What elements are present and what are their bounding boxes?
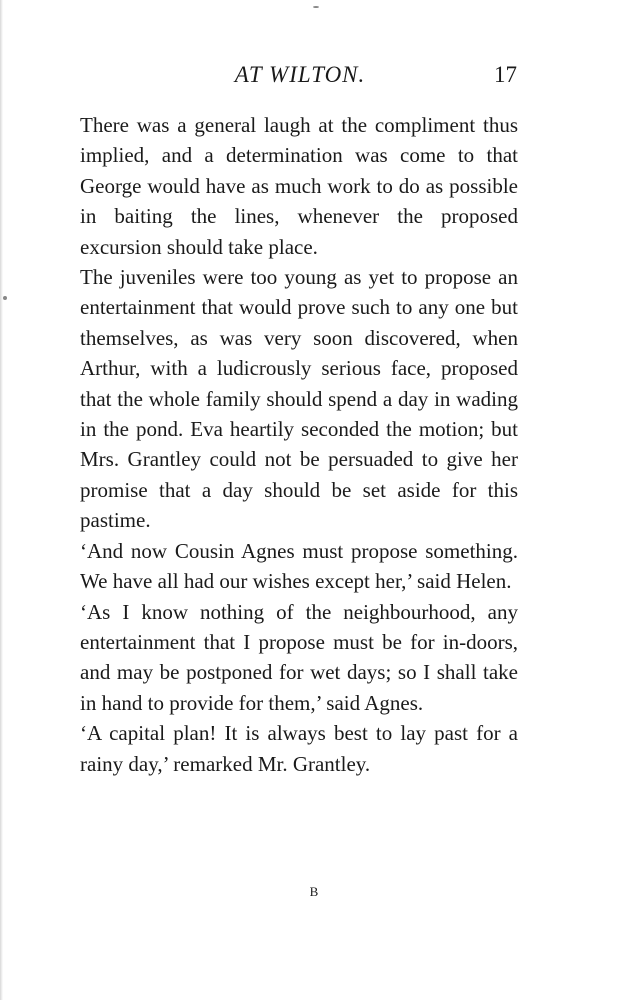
- paragraph: ‘And now Cousin Agnes must propose something. We have all had our wishes except her,’ said Helen.: [80, 538, 518, 594]
- paragraph: ‘A capital plan! It is always best to lay past for a rainy day,’ remarked Mr. Grantley.: [80, 721, 518, 776]
- paragraph: ‘As I know nothing of the neighbourhood, any entertainment that I propose must be for in-doors, and may be postponed for wet days; so I shall take in hand to provide for them,’ said Agnes.: [80, 599, 518, 715]
- body-text: [80, 110, 518, 779]
- signature-mark: B: [309, 884, 320, 899]
- print-speck: [3, 296, 7, 300]
- print-speck: [313, 6, 319, 8]
- paragraph: There was a general laugh at the compliment thus implied, and a determination was come to that George would have as much work to do as possible in baiting the lines, whenever the proposed excursion should take place.: [80, 113, 518, 259]
- paragraph: The juveniles were too young as yet to propose an entertainment that would prove such to any one but themselves, as was very soon discovered, when Arthur, with a ludicrously serious face, proposed that the whole family should spend a day in wading in the pond. Eva heartily seconded the motion; but Mrs. Grantley could not be persuaded to give her promise that a day should be set aside for this pastime.: [80, 265, 518, 533]
- page-number: 17: [494, 62, 517, 87]
- page-edge-shadow: [0, 0, 3, 1000]
- running-title: AT WILTON.: [234, 62, 366, 87]
